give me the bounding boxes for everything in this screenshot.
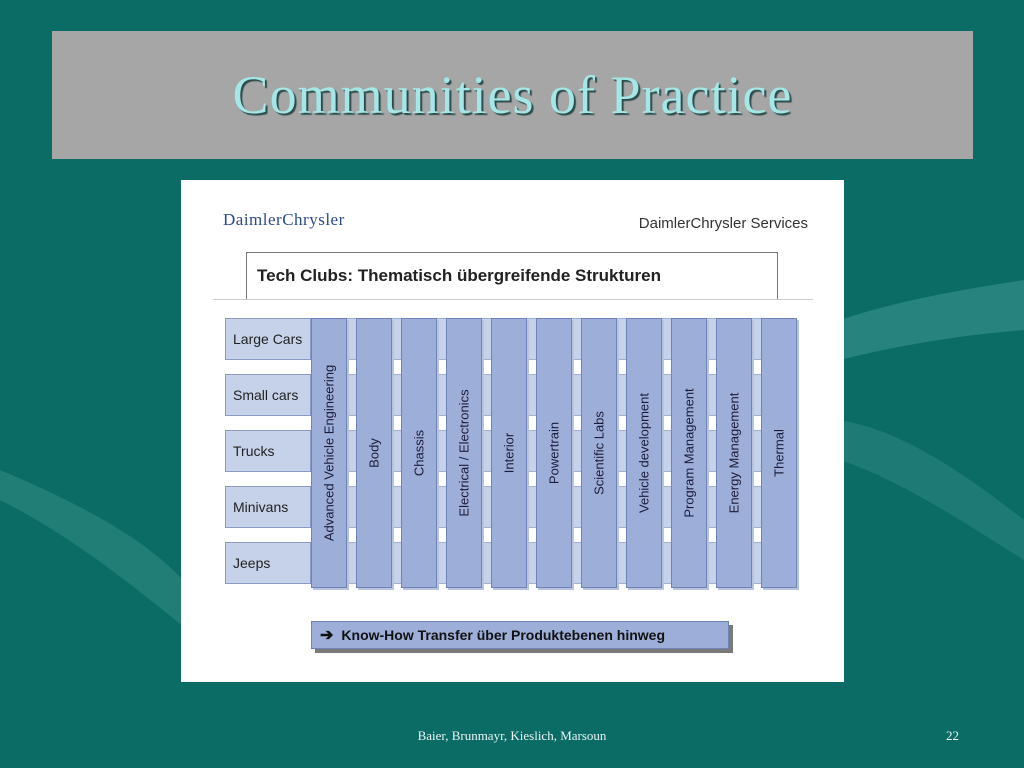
column-bar [491, 318, 527, 588]
column-label: Scientific Labs [591, 411, 607, 495]
column-bar [716, 318, 752, 588]
column-label: Advanced Vehicle Engineering [321, 364, 337, 542]
column-bar [536, 318, 572, 588]
row-label: Jeeps [225, 542, 311, 584]
column-label: Interior [501, 432, 517, 474]
column-bar [761, 318, 797, 588]
column-bar [311, 318, 347, 588]
diagram-panel [181, 180, 844, 682]
slide-title: Communities of Practice [232, 65, 793, 125]
column-bar [581, 318, 617, 588]
row-label: Large Cars [225, 318, 311, 360]
divider [213, 299, 813, 300]
page-number: 22 [946, 728, 959, 743]
column-bar [626, 318, 662, 588]
column-bar [446, 318, 482, 588]
column-label: Powertrain [546, 421, 562, 485]
matrix-grid [225, 318, 795, 590]
title-bar [52, 31, 973, 159]
row-label: Minivans [225, 486, 311, 528]
column-label: Vehicle development [636, 393, 652, 513]
column-bar [356, 318, 392, 588]
column-label: Chassis [411, 429, 427, 477]
column-label: Program Management [681, 388, 697, 518]
row-label: Small cars [225, 374, 311, 416]
brand-logo: DaimlerChrysler [223, 210, 345, 229]
transfer-banner [311, 621, 729, 649]
column-label: Thermal [771, 429, 787, 477]
arrow-right-icon: ➔ [320, 627, 334, 644]
footer-authors: Baier, Brunmayr, Kieslich, Marsoun [417, 728, 607, 743]
tech-clubs-title: Tech Clubs: Thematisch übergreifende Strukturen [246, 252, 778, 300]
column-label: Energy Management [726, 392, 742, 514]
column-bar [671, 318, 707, 588]
services-label: DaimlerChrysler Services [638, 215, 808, 232]
transfer-text: Know-How Transfer über Produktebenen hinweg [341, 627, 665, 643]
row-label: Trucks [225, 430, 311, 472]
column-bar [401, 318, 437, 588]
column-label: Electrical / Electronics [456, 389, 472, 517]
column-label: Body [366, 438, 382, 468]
